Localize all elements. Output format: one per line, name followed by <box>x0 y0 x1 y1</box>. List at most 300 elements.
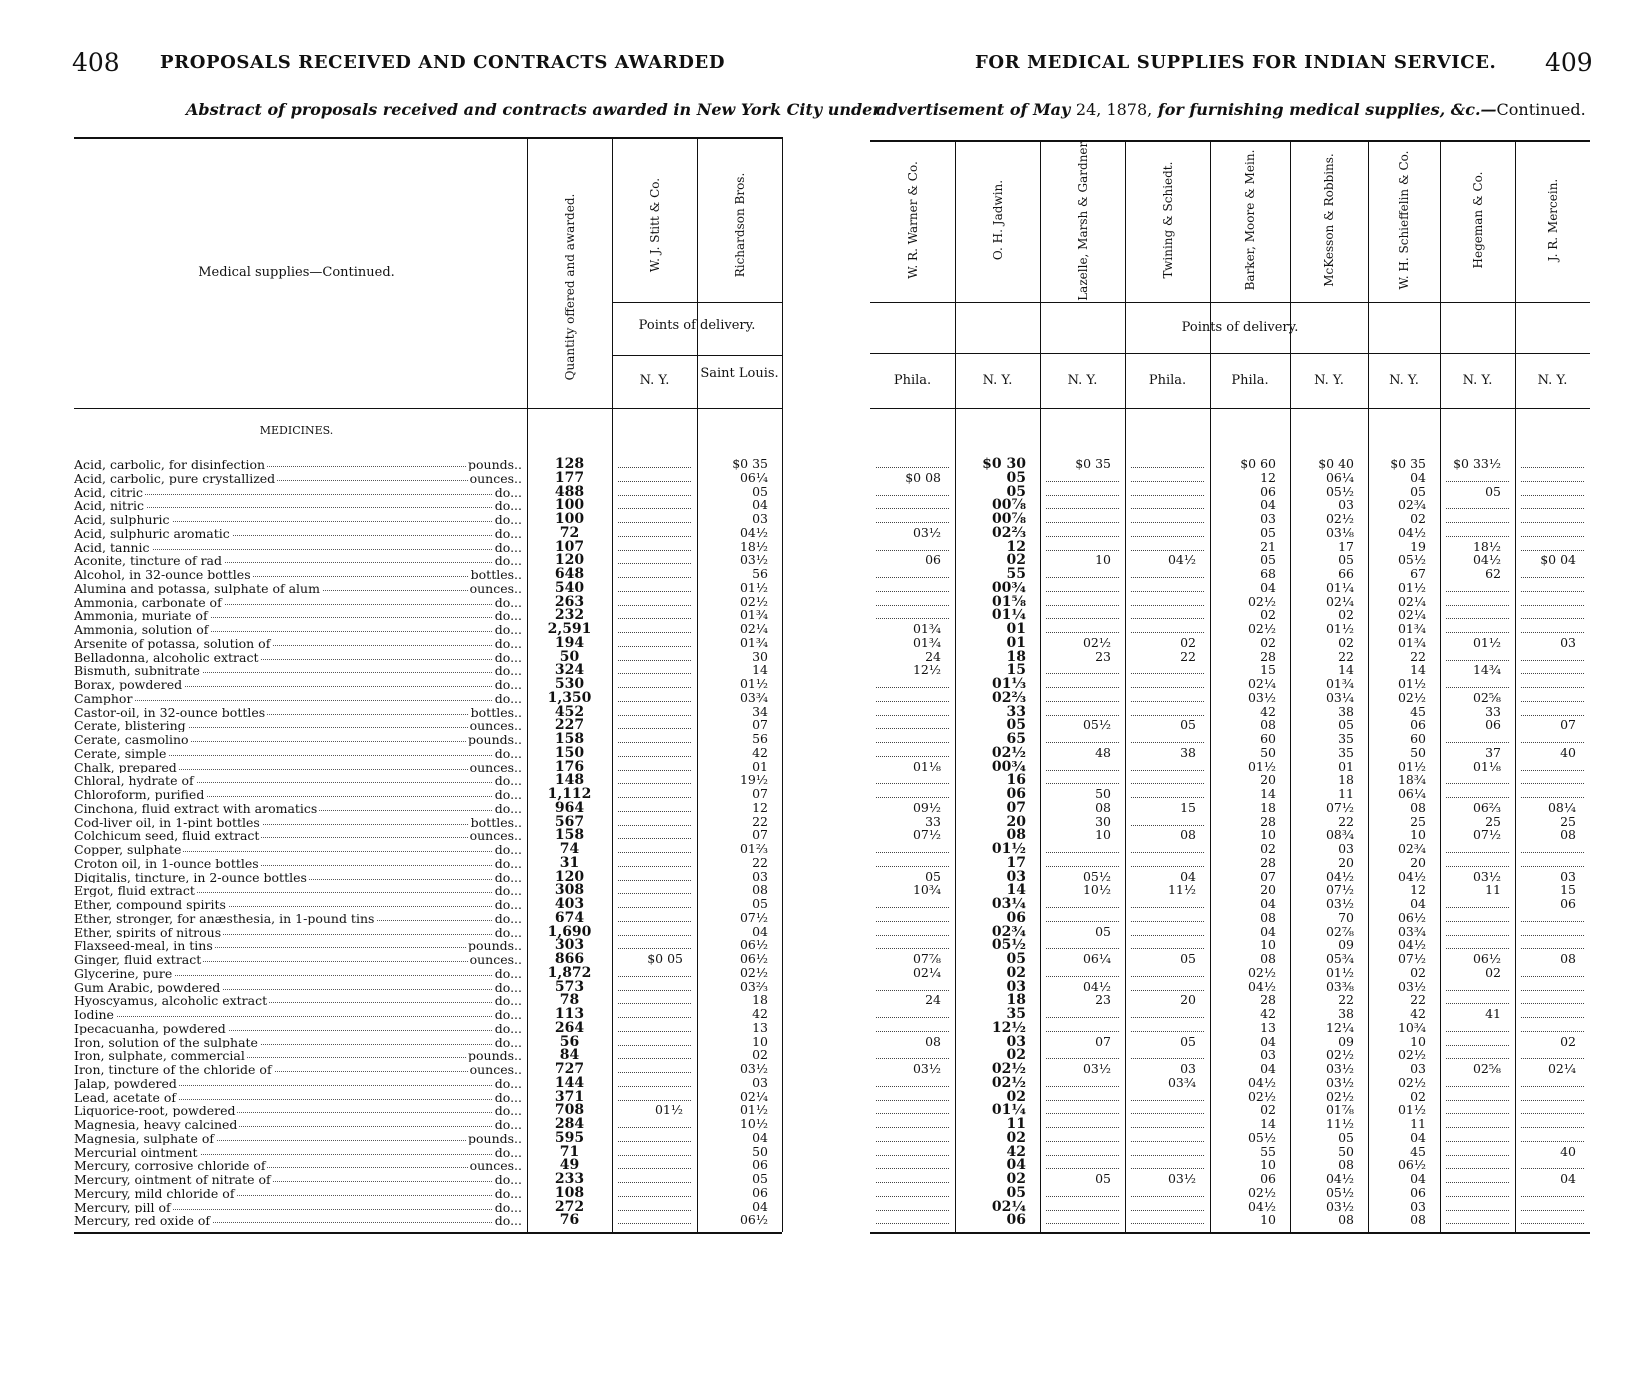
item-unit: ounces.. <box>469 1158 522 1173</box>
empty-bid-dots <box>618 742 691 743</box>
empty-bid-dots <box>618 673 691 674</box>
bid-price: 60 <box>1260 731 1276 746</box>
empty-bid-dots <box>1046 1196 1119 1197</box>
quantity-value: 727 <box>554 1061 585 1077</box>
bid-price: 02¼ <box>1397 593 1426 609</box>
empty-bid-dots <box>1046 1100 1119 1101</box>
bid-price: 02½ <box>1247 621 1276 636</box>
bid-price: 06 <box>1260 1171 1276 1186</box>
empty-bid-dots <box>1446 1113 1509 1114</box>
empty-bid-dots <box>618 907 691 908</box>
bid-price: 50 <box>1095 786 1111 801</box>
bid-price: 05 <box>1180 1033 1196 1049</box>
bid-price: 02 <box>1560 1033 1576 1049</box>
bid-price: 02¼ <box>739 621 768 636</box>
table-row <box>74 1186 522 1200</box>
empty-bid-dots <box>1046 783 1119 784</box>
empty-bid-dots <box>1046 536 1119 537</box>
bid-price: 01¾ <box>1397 634 1426 650</box>
empty-bid-dots <box>1131 935 1204 936</box>
empty-bid-dots <box>618 715 691 716</box>
empty-bid-dots <box>618 825 691 826</box>
quantity-value: 49 <box>559 1157 580 1174</box>
bid-price: 25 <box>1410 813 1426 829</box>
item-name: Chloroform, purified <box>74 787 205 801</box>
item-name: Cinchona, fluid extract with aromatics <box>74 800 318 815</box>
bid-price: $0 30 <box>982 456 1026 472</box>
bid-price: 10 <box>1260 827 1276 843</box>
bid-price: 04½ <box>1397 937 1426 953</box>
bid-price: 00¾ <box>991 758 1026 775</box>
empty-bid-dots <box>876 990 949 991</box>
bidder-name-5: Twining & Schiedt. <box>1160 161 1175 279</box>
bid-price: 42 <box>752 744 768 760</box>
empty-bid-dots <box>1131 522 1204 523</box>
empty-bid-dots <box>1131 481 1204 482</box>
item-unit: ounces.. <box>469 759 522 774</box>
empty-bid-dots <box>1521 550 1584 551</box>
quantity-value: 567 <box>554 813 585 830</box>
bid-price: 04½ <box>1082 978 1111 994</box>
quantity-value: 120 <box>554 552 585 569</box>
bid-price: 12 <box>1260 469 1276 485</box>
item-name: Cerate, blistering <box>74 718 186 733</box>
bid-price: 02¾ <box>1397 841 1426 856</box>
quantity-value: 113 <box>554 1006 585 1022</box>
bid-price: 04 <box>1260 1061 1276 1076</box>
bid-price: 45 <box>1410 703 1426 719</box>
empty-bid-dots <box>1046 921 1119 922</box>
bid-price: $0 05 <box>647 951 683 966</box>
empty-bid-dots <box>1046 1031 1119 1032</box>
quantity-value: 176 <box>554 758 585 775</box>
empty-bid-dots <box>1446 1155 1509 1156</box>
table-row <box>74 773 522 787</box>
item-unit: do... <box>494 677 522 691</box>
bid-price: 06¼ <box>739 469 768 485</box>
table-row <box>74 966 522 980</box>
quantity-value: 1,690 <box>547 923 592 940</box>
bid-price: 03 <box>1410 1061 1426 1076</box>
empty-bid-dots <box>1521 1141 1584 1142</box>
table-row <box>74 828 522 842</box>
bid-price: 06¼ <box>1397 786 1426 801</box>
bid-price: 05 <box>1260 524 1276 540</box>
quantity-value: 232 <box>554 607 585 624</box>
right-subtitle-part-a: advertisement of May <box>876 100 1071 119</box>
right-subtitle-part-c: for furnishing medical supplies, &c.— <box>1157 100 1497 119</box>
empty-bid-dots <box>1521 1003 1584 1004</box>
empty-bid-dots <box>618 1072 691 1073</box>
bid-price: 08 <box>1006 827 1026 844</box>
item-name: Jalap, powdered <box>74 1075 177 1090</box>
item-unit: do... <box>494 690 522 705</box>
empty-bid-dots <box>1446 1003 1509 1004</box>
item-name: Camphor <box>74 690 133 705</box>
item-unit: do... <box>494 594 522 609</box>
table-row <box>74 856 522 870</box>
item-name: Acid, citric <box>74 484 143 499</box>
bid-price: 10 <box>1260 1157 1276 1173</box>
bid-price: 37 <box>1485 744 1501 760</box>
bid-price: 03½ <box>739 552 768 568</box>
leader-dots <box>74 700 522 701</box>
quantity-value: 573 <box>554 978 585 995</box>
table-row <box>74 636 522 650</box>
bid-price: 22 <box>1338 813 1354 829</box>
empty-bid-dots <box>1521 522 1584 523</box>
quantity-value: 100 <box>554 511 585 527</box>
bid-price: 02½ <box>1247 1088 1276 1104</box>
delivery-point-8: N. Y. <box>1389 373 1419 388</box>
empty-bid-dots <box>1446 866 1509 867</box>
bid-price: 03 <box>1006 1033 1026 1050</box>
bid-price: 06 <box>1006 786 1026 802</box>
empty-bid-dots <box>1131 990 1204 991</box>
empty-bid-dots <box>1131 1155 1204 1156</box>
bid-price: 08 <box>1410 1212 1426 1228</box>
item-name: Mercury, mild chloride of <box>74 1185 235 1200</box>
bid-price: $0 33½ <box>1453 456 1501 471</box>
item-name: Arsenite of potassa, solution of <box>74 635 271 650</box>
bid-price: 01½ <box>739 1102 768 1118</box>
item-name: Ether, spirits of nitrous <box>74 924 222 939</box>
item-unit: do... <box>494 1034 522 1049</box>
quantity-value: 227 <box>554 717 585 734</box>
empty-bid-dots <box>1046 481 1119 482</box>
bid-price: 28 <box>1260 813 1276 829</box>
empty-bid-dots <box>1521 618 1584 619</box>
quantity-value: 272 <box>554 1198 585 1215</box>
item-name: Chloral, hydrate of <box>74 773 194 788</box>
empty-bid-dots <box>1521 1086 1584 1087</box>
empty-bid-dots <box>1521 632 1584 633</box>
bid-price: 02 <box>1338 634 1354 650</box>
bid-price: 05 <box>925 868 941 884</box>
bid-price: 02¼ <box>912 964 941 980</box>
empty-bid-dots <box>1131 715 1204 716</box>
empty-bid-dots <box>1446 660 1509 661</box>
bid-price: 03½ <box>912 1061 941 1076</box>
quantity-value: 120 <box>554 868 585 885</box>
quantity-value: 84 <box>559 1047 580 1064</box>
item-name: Chalk, prepared <box>74 759 177 774</box>
empty-bid-dots <box>1521 1127 1584 1128</box>
empty-bid-dots <box>1131 467 1204 468</box>
empty-bid-dots <box>618 811 691 812</box>
item-unit: do... <box>494 1075 522 1090</box>
bid-price: 12½ <box>912 662 941 678</box>
bid-price: 08¾ <box>1325 827 1354 843</box>
item-name: Alumina and potassa, sulphate of alum <box>74 580 320 595</box>
bid-price: 03 <box>1560 634 1576 650</box>
bid-price: 03½ <box>1325 1198 1354 1214</box>
empty-bid-dots <box>618 1127 691 1128</box>
empty-bid-dots <box>876 1196 949 1197</box>
item-name: Acid, sulphuric <box>74 512 170 526</box>
bid-price: 05 <box>1338 552 1354 568</box>
bid-price: 08 <box>1410 799 1426 815</box>
item-name: Mercury, pill of <box>74 1199 171 1214</box>
item-unit: do... <box>494 608 522 623</box>
item-unit: do... <box>494 1007 522 1021</box>
table-row <box>74 622 522 636</box>
bid-price: 05 <box>1006 469 1026 486</box>
bid-price: 41 <box>1485 1006 1501 1021</box>
item-unit: do... <box>494 800 522 815</box>
empty-bid-dots <box>1046 1017 1119 1018</box>
table-row <box>74 512 522 526</box>
right-subtitle-date: 24, 1878, <box>1075 100 1153 119</box>
bid-price: 13 <box>752 1019 768 1035</box>
item-name: Gum Arabic, powdered <box>74 979 221 994</box>
quantity-value: 708 <box>554 1102 585 1119</box>
delivery-point-6: Phila. <box>1231 373 1269 388</box>
bid-price: 15 <box>1260 662 1276 678</box>
table-row <box>74 1048 522 1062</box>
bid-price: 03 <box>752 868 768 884</box>
item-unit: ounces.. <box>469 952 522 966</box>
empty-bid-dots <box>1521 701 1584 702</box>
item-unit: pounds.. <box>468 1048 522 1063</box>
quantity-value: 194 <box>554 634 585 651</box>
empty-bid-dots <box>1446 907 1509 908</box>
bid-price: 01¾ <box>1397 621 1426 636</box>
bid-price: 23 <box>1095 648 1111 664</box>
empty-bid-dots <box>1446 605 1509 606</box>
item-name: Ammonia, carbonate of <box>74 594 222 609</box>
rule-h <box>74 137 782 139</box>
bid-price: 05 <box>1410 483 1426 499</box>
empty-bid-dots <box>1446 797 1509 798</box>
empty-bid-dots <box>1046 1113 1119 1114</box>
empty-bid-dots <box>1046 1141 1119 1142</box>
item-unit: do... <box>494 897 522 911</box>
bid-price: 02 <box>1260 841 1276 856</box>
bid-price: 02½ <box>1397 1074 1426 1090</box>
bid-price: 09 <box>1338 937 1354 953</box>
item-name: Glycerine, pure <box>74 965 173 980</box>
empty-bid-dots <box>618 1182 691 1183</box>
quantity-value: 284 <box>554 1116 585 1132</box>
empty-bid-dots <box>1521 1100 1584 1101</box>
empty-bid-dots <box>1131 1100 1204 1101</box>
empty-bid-dots <box>876 577 949 578</box>
bid-price: 03 <box>1006 978 1026 995</box>
bid-price: 03½ <box>1472 868 1501 884</box>
empty-bid-dots <box>1046 715 1119 716</box>
table-row <box>74 993 522 1007</box>
item-unit: do... <box>494 1172 522 1186</box>
item-name: Acid, carbolic, for disinfection <box>74 457 266 471</box>
bid-price: 02¼ <box>991 1198 1026 1215</box>
item-unit: bottles.. <box>470 814 522 829</box>
bid-price: 70 <box>1338 909 1354 925</box>
table-row <box>74 1103 522 1117</box>
empty-bid-dots <box>618 660 691 661</box>
empty-bid-dots <box>1521 660 1584 661</box>
bid-price: 02¼ <box>739 1088 768 1104</box>
bid-price: 02 <box>1006 964 1026 981</box>
empty-bid-dots <box>1046 1127 1119 1128</box>
empty-bid-dots <box>1046 550 1119 551</box>
bid-price: 04½ <box>1325 868 1354 884</box>
bid-price: 02 <box>1485 964 1501 980</box>
bid-price: 08 <box>1338 1212 1354 1228</box>
table-row <box>74 581 522 595</box>
bid-price: 14 <box>1338 662 1354 678</box>
empty-bid-dots <box>1131 618 1204 619</box>
empty-bid-dots <box>876 1017 949 1018</box>
bid-price: 03½ <box>1325 896 1354 911</box>
bid-price: 03⅔ <box>739 978 768 994</box>
empty-bid-dots <box>618 935 691 936</box>
bid-price: 06½ <box>739 937 768 953</box>
bid-price: 42 <box>1260 1006 1276 1021</box>
quantity-value: 158 <box>554 827 585 844</box>
bid-price: 04 <box>1410 896 1426 911</box>
bid-price: 04 <box>752 497 768 513</box>
item-name: Croton oil, in 1-ounce bottles <box>74 855 259 870</box>
empty-bid-dots <box>876 921 949 922</box>
empty-bid-dots <box>1046 632 1119 633</box>
bid-price: 42 <box>752 1006 768 1021</box>
bid-price: 22 <box>1410 992 1426 1008</box>
table-row <box>74 732 522 746</box>
bid-price: 03⅛ <box>1325 524 1354 540</box>
item-unit: do... <box>494 1185 522 1200</box>
bid-price: 03 <box>1260 1047 1276 1063</box>
bid-price: 02 <box>1006 1129 1026 1146</box>
empty-bid-dots <box>1131 770 1204 771</box>
empty-bid-dots <box>1046 673 1119 674</box>
empty-bid-dots <box>1521 852 1584 853</box>
bid-price: 04½ <box>1397 524 1426 540</box>
bid-price: 03¾ <box>1397 923 1426 939</box>
bid-price: 02⅝ <box>1472 689 1501 705</box>
quantity-value: 1,350 <box>547 689 592 706</box>
delivery-point-3: N. Y. <box>982 373 1013 388</box>
bid-price: 18 <box>1338 772 1354 788</box>
empty-bid-dots <box>876 1100 949 1101</box>
bid-price: 06 <box>1006 1212 1026 1229</box>
empty-bid-dots <box>876 467 949 468</box>
item-unit: pounds.. <box>468 938 522 953</box>
empty-bid-dots <box>876 852 949 853</box>
empty-bid-dots <box>1521 481 1584 482</box>
empty-bid-dots <box>1131 1141 1204 1142</box>
bid-price: 04½ <box>1247 1198 1276 1214</box>
bid-price: 02½ <box>739 593 768 609</box>
table-row <box>74 677 522 691</box>
bid-price: 20 <box>1260 772 1276 788</box>
bid-price: 06¼ <box>1325 469 1354 485</box>
item-unit: bottles.. <box>470 704 522 719</box>
table-row <box>74 1021 522 1035</box>
table-row <box>74 787 522 801</box>
bid-price: 18 <box>752 992 768 1008</box>
empty-bid-dots <box>1046 1210 1119 1211</box>
bid-price: 06 <box>752 1157 768 1173</box>
empty-bid-dots <box>1446 1182 1509 1183</box>
quantity-value: 158 <box>554 731 585 747</box>
empty-bid-dots <box>876 1210 949 1211</box>
empty-bid-dots <box>1131 701 1204 702</box>
bid-price: 14 <box>1410 662 1426 678</box>
bid-price: 01⅓ <box>992 676 1026 692</box>
bid-price: 22 <box>1180 648 1196 664</box>
item-unit: do... <box>494 965 522 980</box>
bid-price: 01 <box>752 758 768 774</box>
empty-bid-dots <box>876 728 949 729</box>
bid-price: 21 <box>1260 538 1276 554</box>
bid-price: 19 <box>1410 538 1426 554</box>
bid-price: 10¾ <box>912 882 941 898</box>
bid-price: 02¾ <box>1397 497 1426 513</box>
bid-price: 14¾ <box>1472 662 1501 678</box>
item-name: Copper, sulphate <box>74 842 182 856</box>
delivery-point-1: Saint Louis. <box>700 366 779 381</box>
bid-price: 02¼ <box>1325 593 1354 609</box>
bid-price: 06½ <box>1397 909 1426 925</box>
table-row <box>74 1200 522 1214</box>
item-name: Mercury, red oxide of <box>74 1213 210 1228</box>
delivery-point-4: N. Y. <box>1067 373 1098 388</box>
bid-price: 34 <box>752 703 768 719</box>
bid-price: 10 <box>1260 1212 1276 1228</box>
bid-price: 02¾ <box>991 923 1026 940</box>
item-name: Ether, compound spirits <box>74 897 226 911</box>
bid-price: 07 <box>752 827 768 843</box>
item-unit: do... <box>494 1020 522 1035</box>
empty-bid-dots <box>1521 1223 1584 1224</box>
empty-bid-dots <box>1046 948 1119 949</box>
table-row <box>74 608 522 622</box>
empty-bid-dots <box>1446 1141 1509 1142</box>
quantity-value: 595 <box>554 1129 585 1146</box>
bid-price: 60 <box>1410 731 1426 746</box>
empty-bid-dots <box>1131 948 1204 949</box>
bid-price: 05 <box>1338 1129 1354 1145</box>
empty-bid-dots <box>618 770 691 771</box>
bid-price: 06 <box>1410 1184 1426 1200</box>
empty-bid-dots <box>1521 783 1584 784</box>
empty-bid-dots <box>1446 935 1509 936</box>
empty-bid-dots <box>1131 673 1204 674</box>
bid-price: 42 <box>1006 1143 1026 1160</box>
quantity-value: 488 <box>554 483 585 500</box>
empty-bid-dots <box>1446 618 1509 619</box>
table-row <box>74 952 522 966</box>
empty-bid-dots <box>1131 577 1204 578</box>
table-row <box>74 801 522 815</box>
bid-price: 56 <box>752 731 768 746</box>
bid-price: 00⅞ <box>992 497 1026 514</box>
bid-price: 04 <box>1260 579 1276 595</box>
item-name: Borax, powdered <box>74 677 183 691</box>
empty-bid-dots <box>618 1031 691 1032</box>
bid-price: 01½ <box>1397 758 1426 774</box>
quantity-value: 72 <box>559 524 580 541</box>
empty-bid-dots <box>618 852 691 853</box>
table-row <box>74 498 522 512</box>
empty-bid-dots <box>1131 742 1204 743</box>
bid-price: 01½ <box>1397 1102 1426 1118</box>
bid-price: 02 <box>1006 1047 1026 1064</box>
item-name: Bismuth, subnitrate <box>74 663 200 678</box>
empty-bid-dots <box>876 1058 949 1059</box>
empty-bid-dots <box>876 522 949 523</box>
